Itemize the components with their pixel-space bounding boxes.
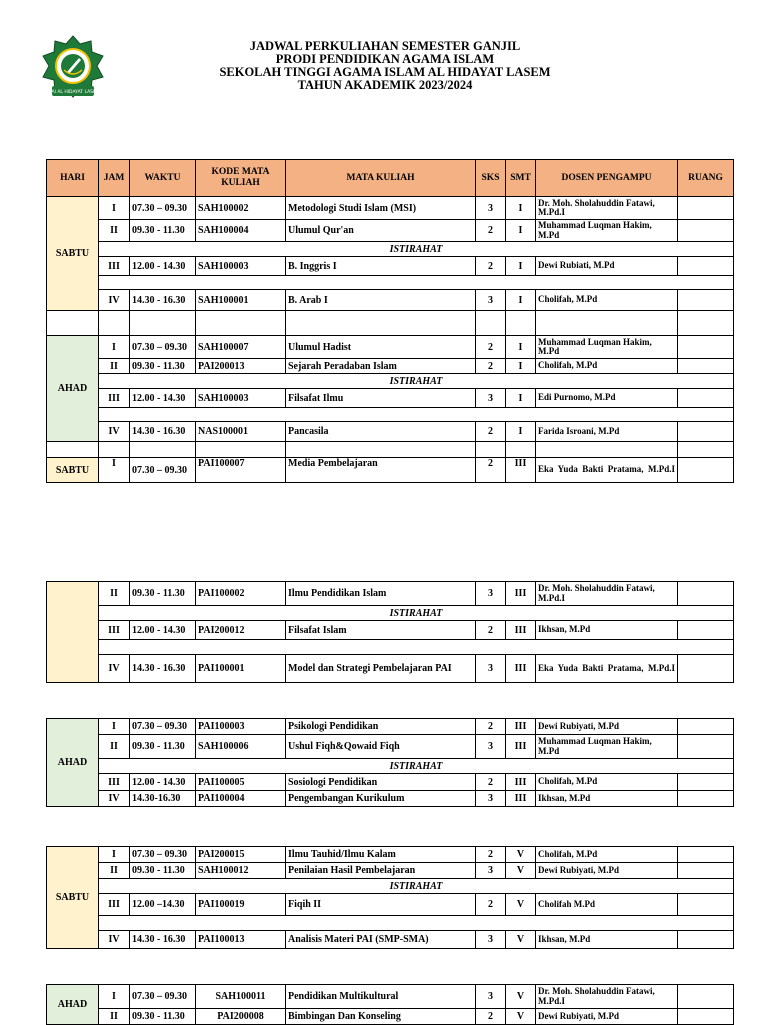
table-row xyxy=(47,257,734,276)
table-row xyxy=(47,719,734,735)
sks-cell: 3 xyxy=(476,655,506,683)
course-cell: Metodologi Studi Islam (MSI) xyxy=(286,197,476,220)
jam-cell: III xyxy=(99,621,130,640)
course-cell: Ulumul Qur'an xyxy=(286,220,476,242)
table-row xyxy=(47,359,734,374)
kode-cell: PAI100007 xyxy=(196,458,286,483)
waktu-cell: 12.00 - 14.30 xyxy=(130,257,196,276)
smt-cell: III xyxy=(506,582,536,606)
schedule-table-semester-5-sunday xyxy=(46,984,734,1025)
break-row xyxy=(47,374,734,389)
room-cell xyxy=(678,422,734,442)
smt-cell: I xyxy=(506,197,536,220)
jam-cell: III xyxy=(99,257,130,276)
waktu-cell: 14.30 - 16.30 xyxy=(130,290,196,311)
jam-cell: II xyxy=(99,220,130,242)
jam-cell: II xyxy=(99,582,130,606)
lecturer-cell: Dr. Moh. Sholahuddin Fatawi, M.Pd.I xyxy=(536,197,678,220)
course-cell: Pancasila xyxy=(286,422,476,442)
smt-cell: V xyxy=(506,863,536,879)
course-cell: Model dan Strategi Pembelajaran PAI xyxy=(286,655,476,683)
spacer-row xyxy=(47,311,734,336)
waktu-cell: 09.30 - 11.30 xyxy=(130,359,196,374)
course-cell: Penilaian Hasil Pembelajaran xyxy=(286,863,476,879)
lecturer-cell: Cholifah, M.Pd xyxy=(536,359,678,374)
kode-cell: PAI200013 xyxy=(196,359,286,374)
break-label: ISTIRAHAT xyxy=(99,242,734,257)
break-label: ISTIRAHAT xyxy=(99,879,734,894)
header-title: JADWAL PERKULIAHAN SEMESTER GANJIL xyxy=(249,39,521,53)
header-institution: SEKOLAH TINGGI AGAMA ISLAM AL HIDAYAT LASEM xyxy=(219,65,551,79)
empty-cell xyxy=(99,916,734,931)
schedule-table-semester-3-sunday xyxy=(46,718,734,807)
sks-cell: 2 xyxy=(476,894,506,916)
sks-cell: 2 xyxy=(476,719,506,735)
sks-cell: 2 xyxy=(476,1009,506,1025)
room-cell xyxy=(678,359,734,374)
course-cell: Pengembangan Kurikulum xyxy=(286,791,476,807)
table-row xyxy=(47,458,734,483)
room-cell xyxy=(678,931,734,949)
table-row xyxy=(47,774,734,791)
college-logo xyxy=(40,34,106,102)
lecturer-cell: Cholifah, M.Pd xyxy=(536,290,678,311)
waktu-cell: 14.30 - 16.30 xyxy=(130,422,196,442)
jam-cell: I xyxy=(99,985,130,1009)
smt-cell: I xyxy=(506,290,536,311)
table-row xyxy=(47,863,734,879)
waktu-cell: 09.30 - 11.30 xyxy=(130,735,196,759)
sks-cell: 3 xyxy=(476,863,506,879)
waktu-cell: 07.30 – 09.30 xyxy=(130,985,196,1009)
course-cell: Analisis Materi PAI (SMP-SMA) xyxy=(286,931,476,949)
waktu-cell: 14.30 - 16.30 xyxy=(130,931,196,949)
course-cell: Media Pembelajaran xyxy=(286,458,476,483)
smt-cell: I xyxy=(506,359,536,374)
sks-cell: 3 xyxy=(476,290,506,311)
table-row xyxy=(47,931,734,949)
kode-cell: NAS100001 xyxy=(196,422,286,442)
kode-cell: PAI100005 xyxy=(196,774,286,791)
break-row xyxy=(47,606,734,621)
table-row xyxy=(47,1009,734,1025)
room-cell xyxy=(678,582,734,606)
lecturer-cell: Dr. Moh. Sholahuddin Fatawi, M.Pd.I xyxy=(536,985,678,1009)
jam-cell: IV xyxy=(99,655,130,683)
sks-cell: 3 xyxy=(476,985,506,1009)
lecturer-cell: Cholifah, M.Pd xyxy=(536,847,678,863)
lecturer-cell: Eka Yuda Bakti Pratama, M.Pd.I xyxy=(536,655,678,683)
kode-cell: PAI200015 xyxy=(196,847,286,863)
break-row xyxy=(47,879,734,894)
waktu-cell: 14.30 - 16.30 xyxy=(130,655,196,683)
smt-cell: I xyxy=(506,389,536,408)
waktu-cell: 09.30 - 11.30 xyxy=(130,863,196,879)
kode-cell: PAI100001 xyxy=(196,655,286,683)
sks-cell: 2 xyxy=(476,257,506,276)
lecturer-cell: Eka Yuda Bakti Pratama, M.Pd.I xyxy=(536,458,678,483)
sks-cell: 2 xyxy=(476,422,506,442)
jam-cell: II xyxy=(99,863,130,879)
waktu-cell: 12.00 - 14.30 xyxy=(130,774,196,791)
waktu-cell: 12.00 - 14.30 xyxy=(130,621,196,640)
table-row xyxy=(47,336,734,359)
day-saturday-blank xyxy=(47,582,99,683)
sks-cell: 2 xyxy=(476,220,506,242)
kode-cell: PAI100002 xyxy=(196,582,286,606)
waktu-cell: 07.30 – 09.30 xyxy=(130,458,196,483)
waktu-cell: 09.30 - 11.30 xyxy=(130,1009,196,1025)
room-cell xyxy=(678,458,734,483)
lecturer-cell: Muhammad Luqman Hakim, M.Pd xyxy=(536,735,678,759)
jam-cell: I xyxy=(99,719,130,735)
jam-cell: I xyxy=(99,847,130,863)
table-row xyxy=(47,389,734,408)
lecturer-cell: Farida Isroani, M.Pd xyxy=(536,422,678,442)
col-smt: SMT xyxy=(506,160,536,197)
col-ruang: RUANG xyxy=(678,160,734,197)
room-cell xyxy=(678,257,734,276)
lecturer-cell: Muhammad Luqman Hakim, M.Pd xyxy=(536,220,678,242)
table-row xyxy=(47,621,734,640)
break-row xyxy=(47,242,734,257)
smt-cell: III xyxy=(506,655,536,683)
kode-cell: PAI100004 xyxy=(196,791,286,807)
table-row xyxy=(47,985,734,1009)
smt-cell: III xyxy=(506,719,536,735)
header-year: TAHUN AKADEMIK 2023/2024 xyxy=(297,78,473,92)
day-sunday: AHAD xyxy=(47,719,99,807)
waktu-cell: 09.30 - 11.30 xyxy=(130,220,196,242)
table-row xyxy=(47,422,734,442)
empty-cell xyxy=(99,640,734,655)
lecturer-cell: Dr. Moh. Sholahuddin Fatawi, M.Pd.I xyxy=(536,582,678,606)
kode-cell: PAI200008 xyxy=(196,1009,286,1025)
course-cell: Ilmu Pendidikan Islam xyxy=(286,582,476,606)
smt-cell: V xyxy=(506,1009,536,1025)
lecturer-cell: Cholifah M.Pd xyxy=(536,894,678,916)
course-cell: Sosiologi Pendidikan xyxy=(286,774,476,791)
schedule-table-semester-1 xyxy=(46,159,734,483)
day-saturday: SABTU xyxy=(47,847,99,949)
col-mata-kuliah: MATA KULIAH xyxy=(286,160,476,197)
smt-cell: III xyxy=(506,774,536,791)
room-cell xyxy=(678,621,734,640)
jam-cell: IV xyxy=(99,290,130,311)
sks-cell: 3 xyxy=(476,582,506,606)
table-row xyxy=(47,735,734,759)
smt-cell: V xyxy=(506,985,536,1009)
spacer-row xyxy=(47,442,734,458)
room-cell xyxy=(678,197,734,220)
kode-cell: PAI100003 xyxy=(196,719,286,735)
kode-cell: PAI100019 xyxy=(196,894,286,916)
kode-cell: SAH100007 xyxy=(196,336,286,359)
empty-row xyxy=(47,916,734,931)
table-row xyxy=(47,197,734,220)
break-row xyxy=(47,759,734,774)
lecturer-cell: Ikhsan, M.Pd xyxy=(536,791,678,807)
empty-cell xyxy=(99,276,734,290)
sks-cell: 3 xyxy=(476,389,506,408)
waktu-cell: 07.30 – 09.30 xyxy=(130,847,196,863)
smt-cell: V xyxy=(506,894,536,916)
room-cell xyxy=(678,719,734,735)
course-cell: B. Inggris I xyxy=(286,257,476,276)
waktu-cell: 07.30 – 09.30 xyxy=(130,197,196,220)
jam-cell: III xyxy=(99,894,130,916)
day-saturday: SABTU xyxy=(47,458,99,483)
course-cell: Filsafat Ilmu xyxy=(286,389,476,408)
kode-cell: PAI200012 xyxy=(196,621,286,640)
kode-cell: SAH100004 xyxy=(196,220,286,242)
kode-cell: SAH100002 xyxy=(196,197,286,220)
jam-cell: IV xyxy=(99,931,130,949)
kode-cell: SAH100011 xyxy=(196,985,286,1009)
empty-row xyxy=(47,640,734,655)
jam-cell: I xyxy=(99,197,130,220)
table-row xyxy=(47,847,734,863)
col-hari: HARI xyxy=(47,160,99,197)
lecturer-cell: Ikhsan, M.Pd xyxy=(536,621,678,640)
col-jam: JAM xyxy=(99,160,130,197)
room-cell xyxy=(678,791,734,807)
day-sunday: AHAD xyxy=(47,336,99,442)
lecturer-cell: Dewi Rubiyati, M.Pd xyxy=(536,719,678,735)
course-cell: Bimbingan Dan Konseling xyxy=(286,1009,476,1025)
course-cell: Ilmu Tauhid/Ilmu Kalam xyxy=(286,847,476,863)
sks-cell: 2 xyxy=(476,458,506,483)
lecturer-cell: Dewi Rubiati, M.Pd xyxy=(536,257,678,276)
col-dosen: DOSEN PENGAMPU xyxy=(536,160,678,197)
jam-cell: I xyxy=(99,336,130,359)
room-cell xyxy=(678,735,734,759)
waktu-cell: 09.30 - 11.30 xyxy=(130,582,196,606)
sks-cell: 3 xyxy=(476,735,506,759)
day-sunday: AHAD xyxy=(47,985,99,1025)
lecturer-cell: Dewi Rubiyati, M.Pd xyxy=(536,1009,678,1025)
smt-cell: I xyxy=(506,336,536,359)
room-cell xyxy=(678,290,734,311)
table-row xyxy=(47,655,734,683)
sks-cell: 2 xyxy=(476,847,506,863)
document-header xyxy=(150,40,620,92)
col-waktu: WAKTU xyxy=(130,160,196,197)
schedule-table-semester-3-saturday xyxy=(46,581,734,683)
room-cell xyxy=(678,863,734,879)
waktu-cell: 12.00 - 14.30 xyxy=(130,389,196,408)
break-label: ISTIRAHAT xyxy=(99,759,734,774)
sks-cell: 3 xyxy=(476,791,506,807)
smt-cell: I xyxy=(506,220,536,242)
room-cell xyxy=(678,847,734,863)
room-cell xyxy=(678,220,734,242)
kode-cell: SAH100006 xyxy=(196,735,286,759)
kode-cell: SAH100001 xyxy=(196,290,286,311)
lecturer-cell: Edi Purnomo, M.Pd xyxy=(536,389,678,408)
jam-cell: III xyxy=(99,389,130,408)
room-cell xyxy=(678,985,734,1009)
course-cell: Ulumul Hadist xyxy=(286,336,476,359)
col-kode: KODE MATA KULIAH xyxy=(196,160,286,197)
lecturer-cell: Muhammad Luqman Hakim, M.Pd xyxy=(536,336,678,359)
empty-row xyxy=(47,276,734,290)
sks-cell: 2 xyxy=(476,621,506,640)
svg-text:STAI AL HIDAYAT LASEM: STAI AL HIDAYAT LASEM xyxy=(46,90,100,95)
smt-cell: V xyxy=(506,847,536,863)
course-cell: Fiqih II xyxy=(286,894,476,916)
jam-cell: IV xyxy=(99,422,130,442)
break-label: ISTIRAHAT xyxy=(99,374,734,389)
sks-cell: 2 xyxy=(476,359,506,374)
jam-cell: III xyxy=(99,774,130,791)
smt-cell: I xyxy=(506,257,536,276)
smt-cell: I xyxy=(506,422,536,442)
kode-cell: PAI100013 xyxy=(196,931,286,949)
lecturer-cell: Ikhsan, M.Pd xyxy=(536,931,678,949)
course-cell: Pendidikan Multikultural xyxy=(286,985,476,1009)
room-cell xyxy=(678,894,734,916)
room-cell xyxy=(678,655,734,683)
break-label: ISTIRAHAT xyxy=(99,606,734,621)
waktu-cell: 07.30 – 09.30 xyxy=(130,336,196,359)
kode-cell: SAH100003 xyxy=(196,389,286,408)
room-cell xyxy=(678,389,734,408)
lecturer-cell: Dewi Rubiyati, M.Pd xyxy=(536,863,678,879)
smt-cell: III xyxy=(506,791,536,807)
course-cell: Filsafat Islam xyxy=(286,621,476,640)
lecturer-cell: Cholifah, M.Pd xyxy=(536,774,678,791)
smt-cell: III xyxy=(506,621,536,640)
room-cell xyxy=(678,774,734,791)
table-row xyxy=(47,220,734,242)
waktu-cell: 14.30-16.30 xyxy=(130,791,196,807)
jam-cell: II xyxy=(99,359,130,374)
room-cell xyxy=(678,336,734,359)
table-row xyxy=(47,582,734,606)
col-sks: SKS xyxy=(476,160,506,197)
sks-cell: 2 xyxy=(476,774,506,791)
course-cell: Psikologi Pendidikan xyxy=(286,719,476,735)
header-program: PRODI PENDIDIKAN AGAMA ISLAM xyxy=(275,52,495,66)
schedule-table-semester-5-saturday xyxy=(46,846,734,949)
empty-row xyxy=(47,408,734,422)
room-cell xyxy=(678,1009,734,1025)
smt-cell: V xyxy=(506,931,536,949)
jam-cell: I xyxy=(99,458,130,483)
waktu-cell: 12.00 –14.30 xyxy=(130,894,196,916)
day-saturday: SABTU xyxy=(47,197,99,311)
course-cell: Sejarah Peradaban Islam xyxy=(286,359,476,374)
empty-cell xyxy=(99,408,734,422)
jam-cell: IV xyxy=(99,791,130,807)
smt-cell: III xyxy=(506,735,536,759)
kode-cell: SAH100003 xyxy=(196,257,286,276)
sks-cell: 3 xyxy=(476,197,506,220)
sks-cell: 2 xyxy=(476,336,506,359)
table-row xyxy=(47,791,734,807)
table-header-row xyxy=(47,160,734,197)
table-row xyxy=(47,290,734,311)
course-cell: Ushul Fiqh&Qowaid Fiqh xyxy=(286,735,476,759)
jam-cell: II xyxy=(99,1009,130,1025)
kode-cell: SAH100012 xyxy=(196,863,286,879)
sks-cell: 3 xyxy=(476,931,506,949)
table-row xyxy=(47,894,734,916)
course-cell: B. Arab I xyxy=(286,290,476,311)
waktu-cell: 07.30 – 09.30 xyxy=(130,719,196,735)
jam-cell: II xyxy=(99,735,130,759)
smt-cell: III xyxy=(506,458,536,483)
